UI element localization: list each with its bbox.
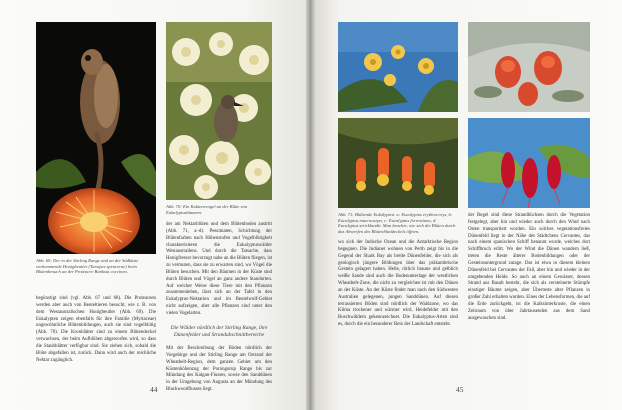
photo-eucalyptus-a	[338, 22, 458, 112]
section-subheading: Die Wälder nördlich der Stirling Range, ihre Dünenfelder und Strandabschnittbereiche	[170, 325, 268, 338]
page-number-left: 44	[150, 385, 158, 394]
caption-fig69: Abb. 69: Der in der Stirling Range und an der Südküste vorkommende Honigbeutler (Tarsipes spencerae) beim Blütenbesuch an der Proteacee Banksia coccinea.	[36, 258, 139, 275]
photo-eucalyptus-d	[468, 118, 590, 208]
photo-eucalyptus-bird	[166, 22, 272, 200]
left-column-2-top: der am Nektarblüten und dem Blütenboden austritt (Abb. 71, a–d). Pessimaten, Schichtung der Blütenfarben nach Höhenstufen und Vogelblütigkeit charakterisieren die Eukalyptuswälder Westaustraliens. Und durch die Tatsache, dass Honigfresser bevorzugt nahe an die Blüten fliegen, ist zu vermuten, dass sie zu erwarten sind, wo Vögel die Blüten besuchen. Mit den Bäumen in der Küste sind durch Blüten und Vögel an ganz andere Standorten. Auf welcher Weise diese Tiere mit den Pflanzen zusammenleben, lässt sich an der Tafel in den Eukalyptus-Nektarien und im Beutelwolf-Gebiet nicht aufzeigen, aber alle Pflanzen sind unter den vielen Vogelarten.	[166, 222, 272, 316]
caption-fig71: Abb. 71: Blühende Eukalypten. a: Eucalyptus erythrocorys, b: Eucalyptus macrocarpa, c: Eucalyptus forrestiana, d: Eucalyptus stricklandii. Man beachte, wie sich die Blüten durch das Abwerfen des Blütenblattdeckels öffnen.	[338, 212, 456, 234]
photo-eucalyptus-c	[338, 118, 458, 208]
eucalyptus-b-image	[468, 22, 590, 112]
caption-fig70: Abb. 70: Ein Kakteenvogel an der Blüte von Eukalyptusbäumen.	[166, 204, 248, 215]
eucalyptus-a-image	[338, 22, 458, 112]
left-column-2-bottom: Mit der Beschreibung der Böden nördlich der Vorgebirge und der Stirling Range am Ostrand der Wheatbelt-Region, dem ganzen Gebiet um den Küstenhöhenzug der Porongurup Range bis zur Mündung des Kalgan-Flusses, sowie den Sanddünen in der Umgebung von Augusta an der Mündung des Blackwoodflusses liegt.	[166, 346, 272, 393]
right-page	[316, 0, 622, 410]
photo-honey-possum	[36, 22, 156, 254]
photo-eucalyptus-b	[468, 22, 590, 112]
honey-possum-image	[36, 22, 156, 254]
left-page	[0, 0, 306, 410]
eucalyptus-blossom-image	[166, 22, 272, 200]
book-gutter	[306, 0, 316, 410]
page-number-right: 45	[456, 385, 464, 394]
eucalyptus-d-image	[468, 118, 590, 208]
eucalyptus-c-image	[338, 118, 458, 208]
right-column-1: wo sich der Indische Ozean und die Antarktische Region begegnen. Die Indianer wohnen von Perth zeigt bis in die Gegend der Shark Bay als breite Dünenfelder, die sich als geologisch jüngere Bildungen über das präkambrische Gestein gelagert haben. Helle, rötlich braune und gelblich weiße Sande sind auch die Bodenunterlage der westlichen Wheatbelt-Zone, die nicht zu vergleichen ist mit den Dünen an der Küste. An der Küste findet man nach den Südwesten Australien gelegenen, jungen Sanddünen. Auf diesen terrassierten Böden sind nördlich der Waldzone, wo das Klima trockener und wärmer wird, Heidefelder mit den Buschwäldern gekennzeichnet. Die Eukalyptus-Arten sind es, durch die ein besonderer Reiz der Landschaft entsteht.	[338, 240, 458, 328]
right-column-2: der Regel sind diese Strandbüchsen durch die Vegetation festgelegt, aber hin und wieder auch durch den Wind nach Osten transportiert worden. Ein solches vegetationsfreies Dünenfeld liegt in der Nähe des Städtchens Cervantes, das nach einem spanischen Schiff benannt wurde, welches dort Schiffbruch erlitt. Wo der Wind die Dünen wandern ließ, treten die Reste älterer Bodenbildungen oder der Gesteinsuntergrund zutage. Das ist etwa in diesem kleinen Dünenfeld bei Cervantes der Fall, aber hin und wieder in der umgebenden Heide. So auch an einem Gewässer, dessen Strand aus Basalt besteht, die sich als versteinerte Stümpfe einstiger Bäume zeigen, aber Überreste alter Pflanzen in großer Zahl erhalten wurden. Eines der Lebensformen, die auf die Erde zurückgeht, ist die Kalksinterkruste, die einen Zeitraum von über Jahrtausenden aus dem Sand ausgewaschen sind.	[468, 213, 590, 321]
left-column-1: begünstigt sind (vgl. Abb. 67 und 68). Die Proteaceen werden aber auch von Beuteltieren besucht, wie z. B. von dem Westaustralischen Honigbeutler (Abb. 69). Die Eukalypten zeigen ebenfalls für ihre Familie (Myrtaceae) ungewöhnliche Blütenbildungen, auch sie sind vogelblütig (Abb. 70). Die Kronblätter sind zu einem Blütendeckel verwachsen, der beim Aufblühen abgeworfen wird, so dass die Staubblätter verfügbar sind. Sie ziehen sich, sobald die Blüte abgefallen ist, zurück. Dann wird auch der reichliche Nektar zugänglich.	[36, 296, 156, 363]
